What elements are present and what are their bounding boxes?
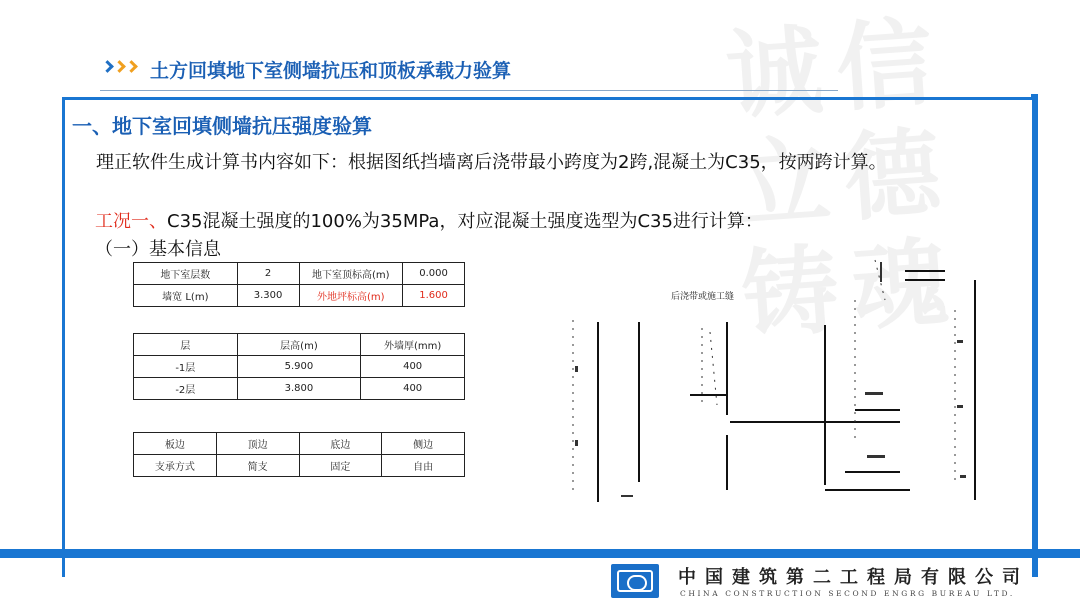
table-row <box>134 263 465 285</box>
table-cell: 外地坪标高(m) <box>299 285 403 307</box>
table-header-cell: 层高(m) <box>237 334 361 356</box>
table-cell: 400 <box>361 356 465 378</box>
table-cell: 支承方式 <box>134 455 217 477</box>
table-header-cell: 底边 <box>299 433 382 455</box>
table-header-row <box>134 334 465 356</box>
page-title: 土方回填地下室侧墙抗压和顶板承载力验算 <box>150 60 512 82</box>
chevron-icon <box>103 62 139 71</box>
company-logo <box>611 564 659 598</box>
table-row <box>134 285 465 307</box>
table-row <box>134 455 465 477</box>
section-heading: 一、地下室回填侧墙抗压强度验算 <box>72 114 372 138</box>
table-header-row <box>134 433 465 455</box>
support-table <box>133 432 465 477</box>
basic-info-table <box>133 262 465 307</box>
table-cell: -1层 <box>134 356 238 378</box>
table-cell: 固定 <box>299 455 382 477</box>
company-name-cn: 中国建筑第二工程局有限公司 <box>678 567 1029 588</box>
table-header-cell: 外墙厚(mm) <box>361 334 465 356</box>
table-cell: 3.800 <box>237 378 361 400</box>
table-row <box>134 378 465 400</box>
sub-heading: （一）基本信息 <box>95 239 221 260</box>
floor-table <box>133 333 465 400</box>
table-header-cell: 侧边 <box>382 433 465 455</box>
table-cell: -2层 <box>134 378 238 400</box>
table-cell: 2 <box>237 263 299 285</box>
table-cell: 1.600 <box>403 285 465 307</box>
section-paragraph: 理正软件生成计算书内容如下：根据图纸挡墙离后浇带最小跨度为2跨,混凝土为C35，按两跨计算。 <box>96 152 887 173</box>
title-divider <box>100 90 838 91</box>
drawing-label: 后浇带或施工缝 <box>671 292 735 302</box>
table-cell: 地下室顶标高(m) <box>299 263 403 285</box>
table-cell: 墙宽 L(m) <box>134 285 238 307</box>
table-cell: 地下室层数 <box>134 263 238 285</box>
logo-mark-icon <box>617 570 653 592</box>
wall-section-drawing <box>555 240 995 510</box>
case-line <box>95 207 763 231</box>
frame-corner <box>1031 94 1038 100</box>
footer-bar <box>0 549 1080 558</box>
table-cell: 5.900 <box>237 356 361 378</box>
table-cell: 400 <box>361 378 465 400</box>
table-header-cell: 板边 <box>134 433 217 455</box>
background-watermark: 诚信 立德 铸魂 <box>722 4 966 353</box>
table-cell: 0.000 <box>403 263 465 285</box>
table-header-cell: 顶边 <box>216 433 299 455</box>
table-header-cell: 层 <box>134 334 238 356</box>
case-text: C35混凝土强度的100%为35MPa，对应混凝土强度选型为C35进行计算： <box>167 211 763 231</box>
table-row <box>134 356 465 378</box>
table-cell: 自由 <box>382 455 465 477</box>
table-cell: 3.300 <box>237 285 299 307</box>
case-label: 工况一、 <box>95 211 167 231</box>
table-cell: 简支 <box>216 455 299 477</box>
company-name-en: CHINA CONSTRUCTION SECOND ENGRG BUREAU LTD. <box>680 589 1015 598</box>
